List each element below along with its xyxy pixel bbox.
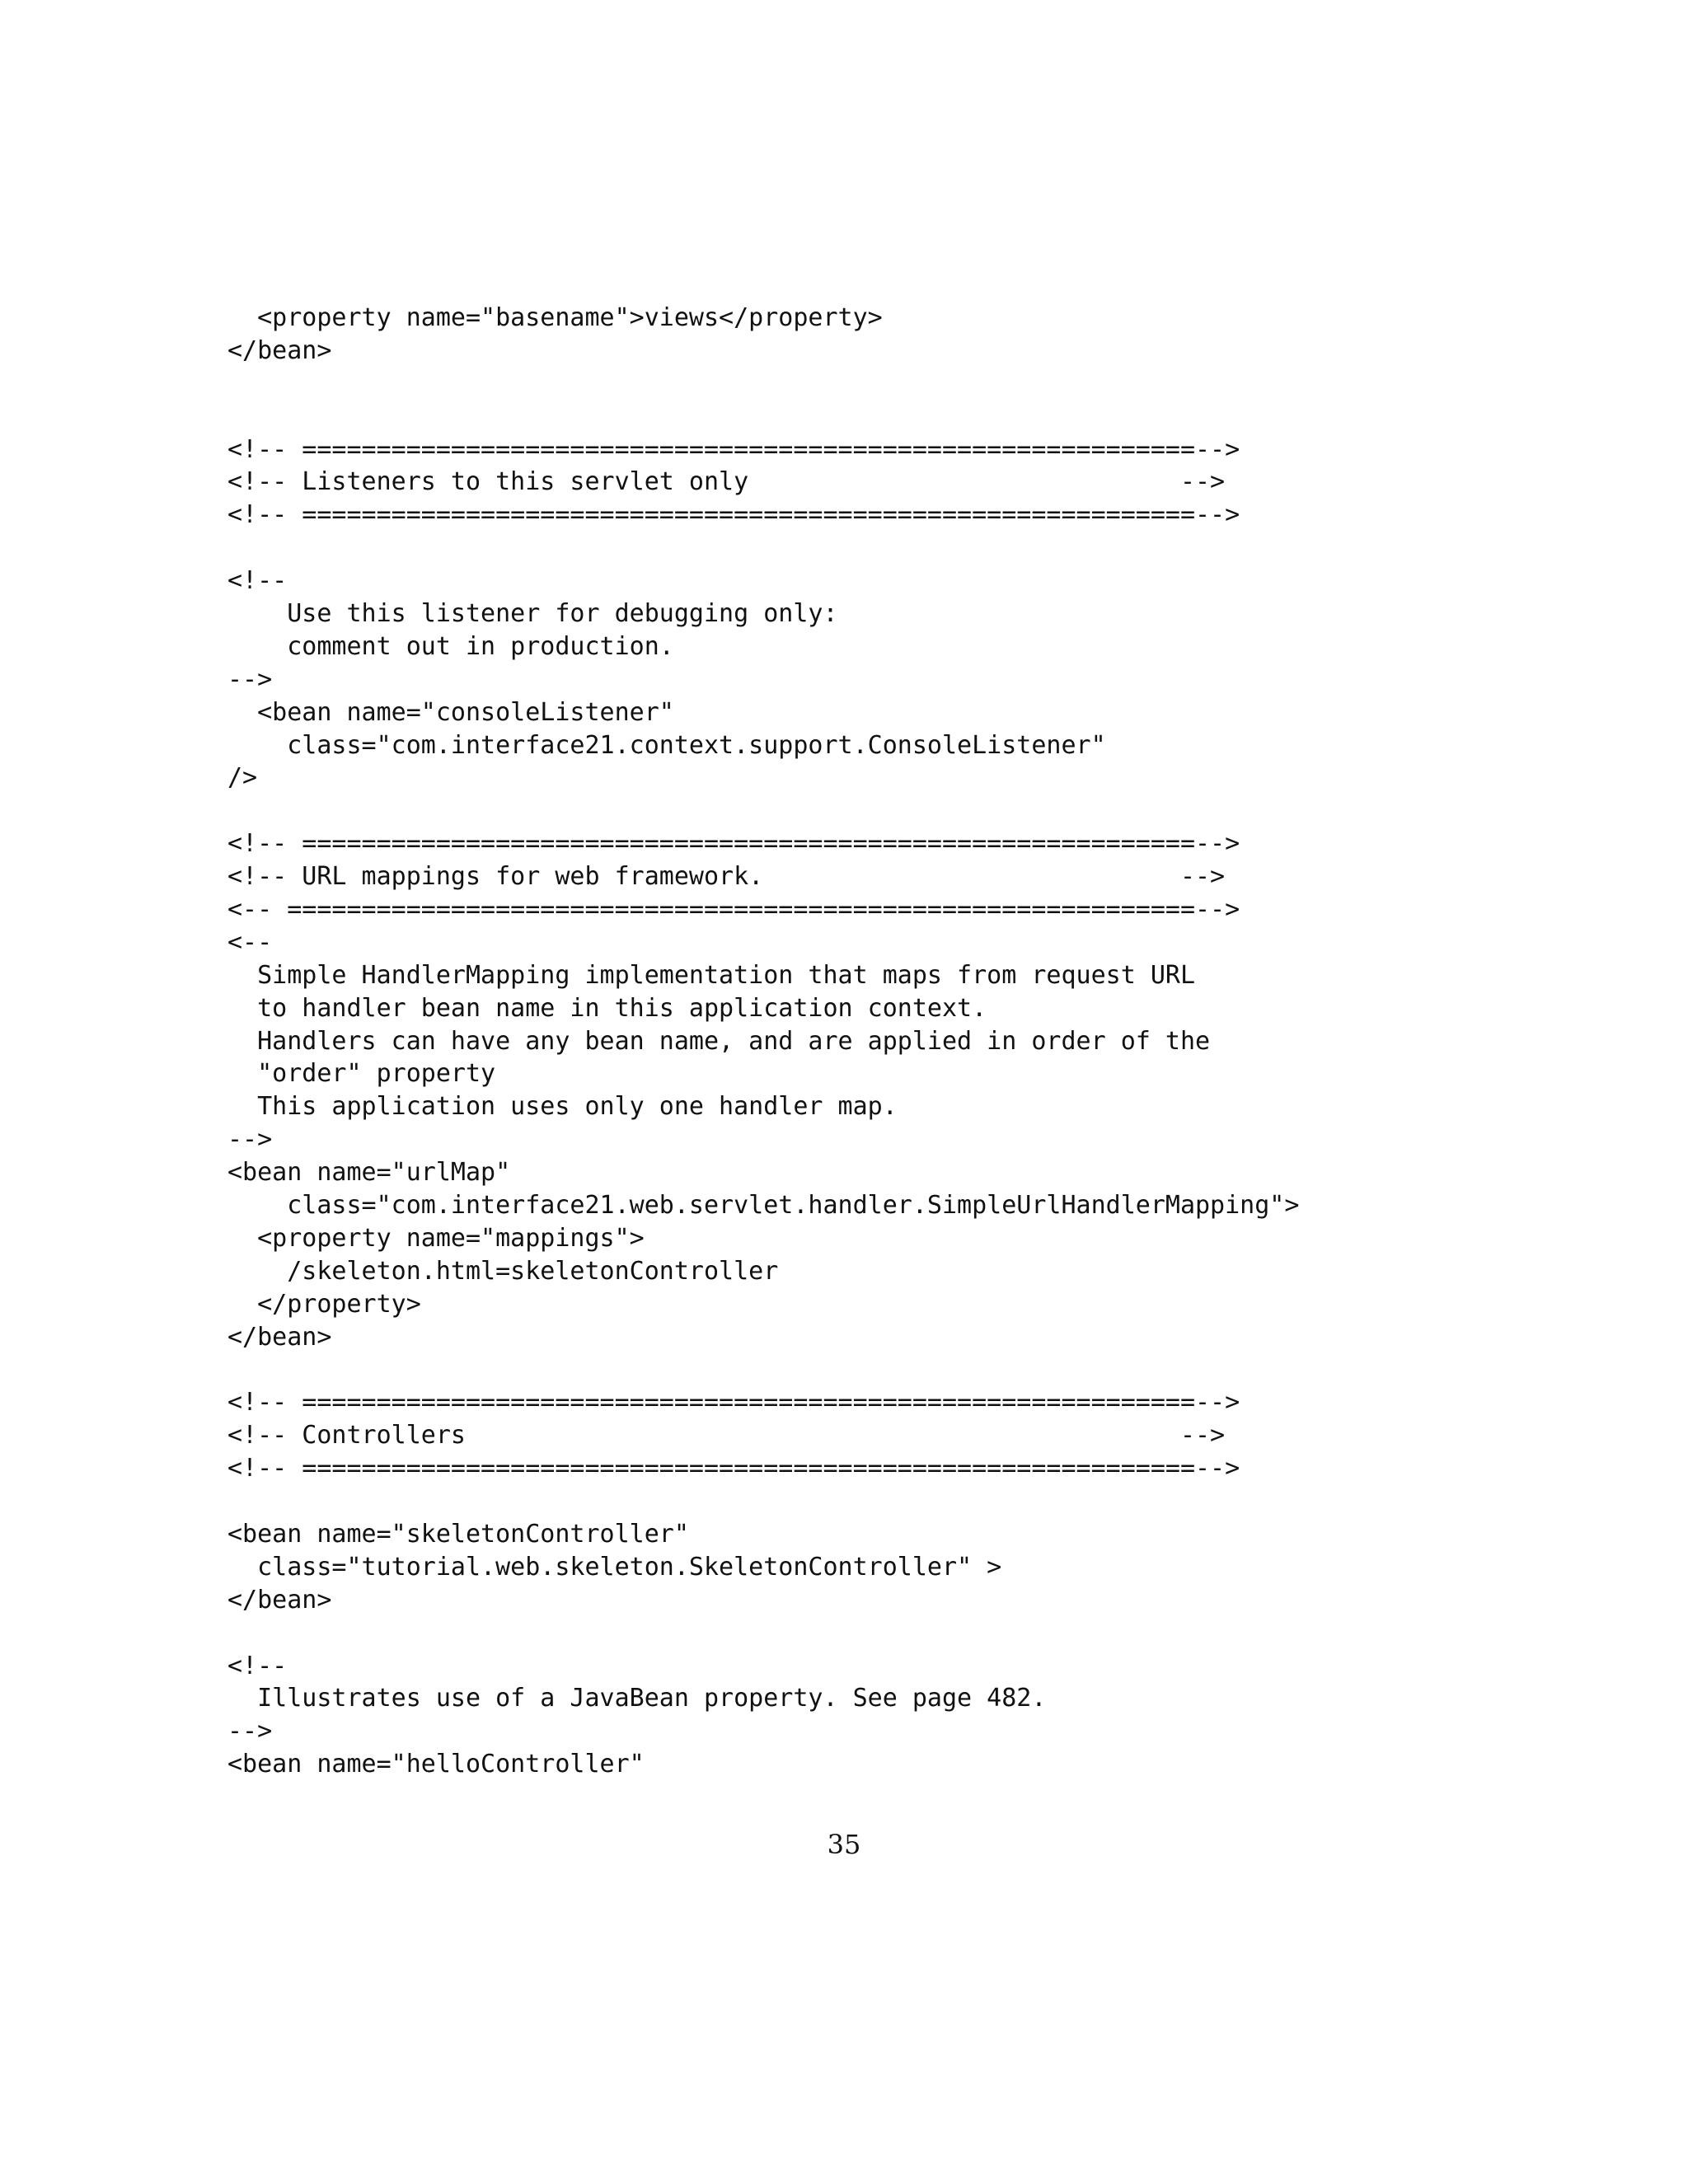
code-line: /> [227,763,258,793]
code-line [227,1354,1299,1387]
code-line: <!-- Listeners to this servlet only --> [227,467,1226,497]
code-line: <!-- ============================================================--> [227,829,1240,859]
code-line: <bean name="consoleListener" [227,697,674,727]
code-line: </bean> [227,1585,332,1615]
code-line [227,368,1299,401]
code-line: class="tutorial.web.skeleton.SkeletonController" > [227,1552,1002,1582]
code-line: class="com.interface21.context.support.ConsoleListener" [227,730,1106,760]
code-line: This application uses only one handler map. [227,1092,898,1122]
code-line: <!-- [227,566,288,596]
code-line: <!-- ============================================================--> [227,434,1240,464]
code-line [227,1617,1299,1650]
code-line: Simple HandlerMapping implementation that maps from request URL [227,960,1195,990]
code-listing [227,302,1299,1781]
code-line: </bean> [227,1322,332,1352]
code-line: <!-- ============================================================--> [227,500,1240,530]
code-line: <!-- [227,1651,288,1680]
code-line: <-- =============================================================--> [227,895,1240,925]
code-line: <property name="mappings"> [227,1223,645,1253]
code-line [227,532,1299,565]
code-line [227,401,1299,434]
code-line: <!-- URL mappings for web framework. --> [227,862,1226,892]
code-line: <!-- ============================================================--> [227,1454,1240,1483]
code-line: --> [227,664,273,694]
code-line: Illustrates use of a JavaBean property. See page 482. [227,1684,1047,1713]
code-line: to handler bean name in this application context. [227,993,987,1023]
code-line: <-- [227,927,273,957]
code-line: <bean name="helloController" [227,1750,645,1779]
code-line: class="com.interface21.web.servlet.handler.SimpleUrlHandlerMapping"> [227,1191,1300,1221]
code-line: --> [227,1125,273,1155]
code-line: Use this listener for debugging only: [227,599,838,629]
code-line: "order" property [227,1059,496,1089]
code-line: <bean name="urlMap" [227,1158,511,1188]
code-line: <property name="basename">views</property> [227,303,883,332]
code-line: Handlers can have any bean name, and are applied in order of the [227,1026,1211,1056]
code-line: --> [227,1717,273,1746]
code-line [227,794,1299,827]
code-line: <bean name="skeletonController" [227,1519,689,1549]
code-line: </property> [227,1289,421,1319]
code-line: <!-- Controllers --> [227,1421,1226,1451]
code-line: /skeleton.html=skeletonController [227,1256,779,1286]
code-line: comment out in production. [227,631,674,661]
code-line: <!-- ============================================================--> [227,1388,1240,1418]
code-line [227,1485,1299,1518]
page-number: 35 [827,1829,861,1860]
code-line: </bean> [227,335,332,365]
